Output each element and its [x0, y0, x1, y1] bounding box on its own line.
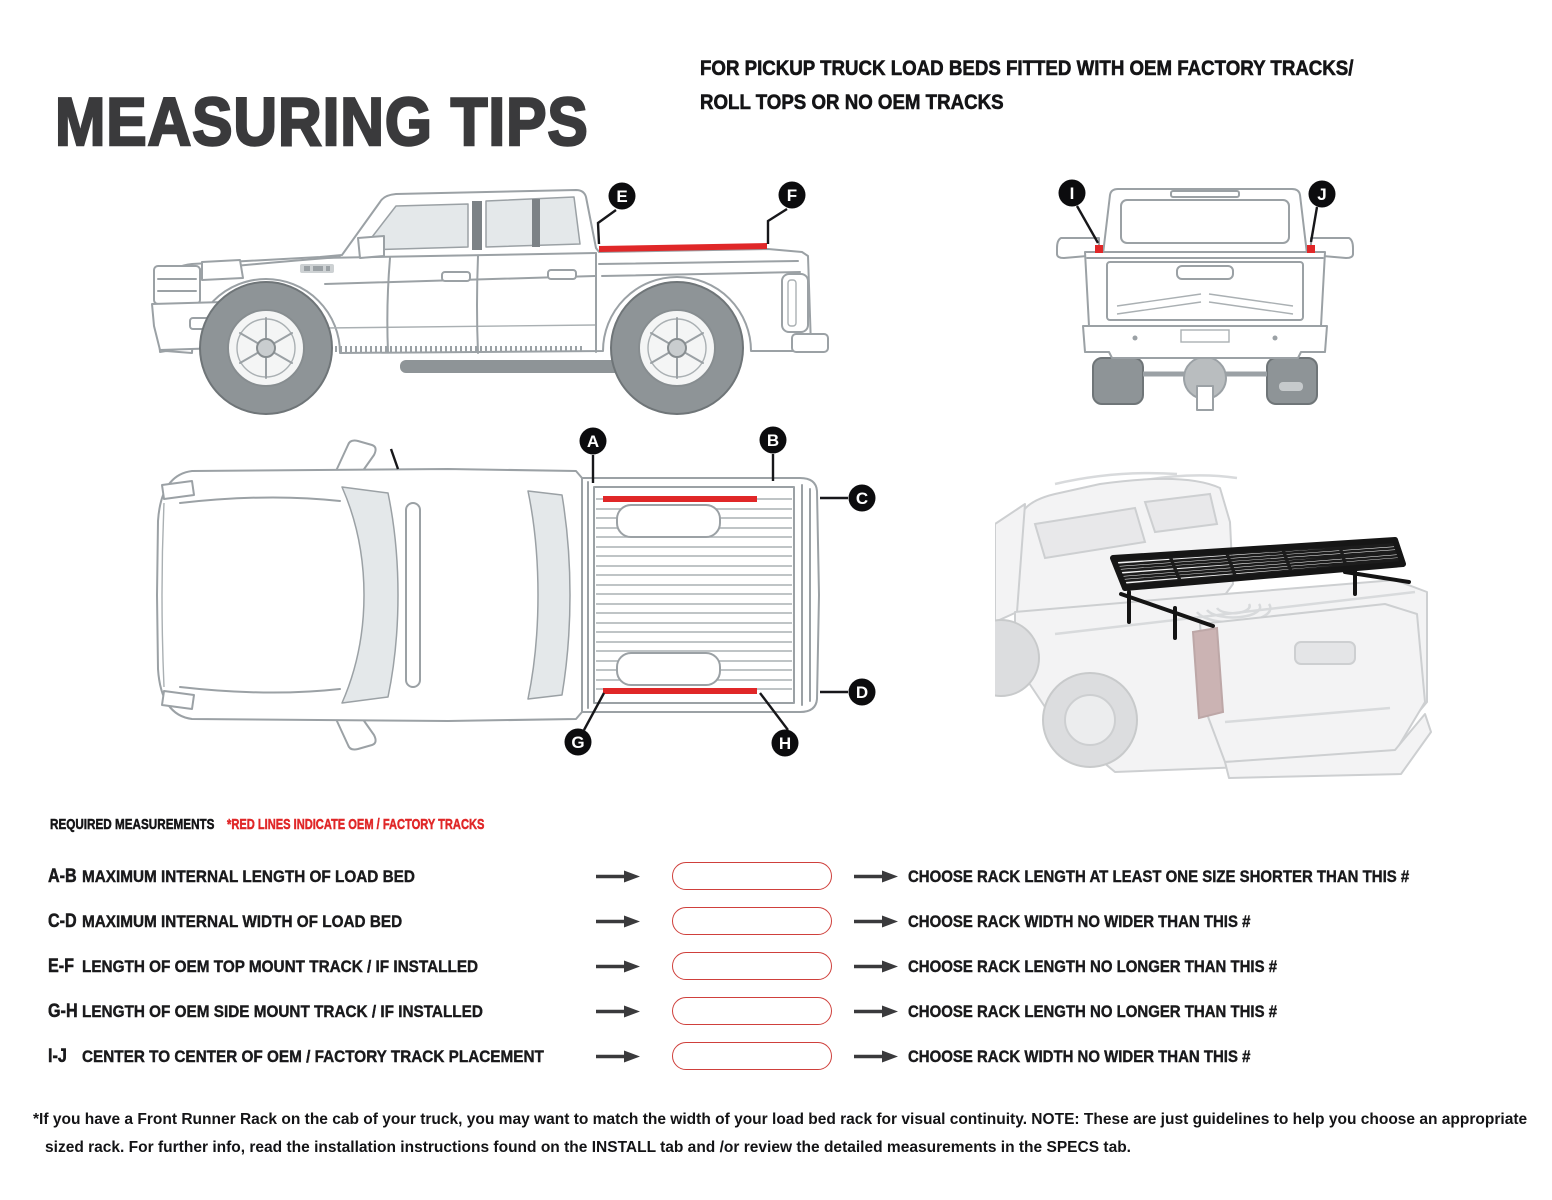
footnote-line-2: sized rack. For further info, read the installation instructions found on the INSTALL tab and /or review the detailed measurements in the SPECS tab. — [45, 1139, 1132, 1156]
marker-j-label: J — [1317, 185, 1327, 204]
marker-g-label: G — [571, 733, 585, 752]
marker-c — [820, 485, 876, 512]
row-code: A-B — [48, 866, 77, 887]
right-arrow-icon — [854, 869, 898, 884]
bed-track-red-line-bottom — [603, 688, 757, 694]
marker-h-label: H — [778, 734, 792, 753]
measurement-value-field[interactable] — [672, 907, 832, 935]
row-recommendation: CHOOSE RACK LENGTH AT LEAST ONE SIZE SHORTER THAN THIS # — [908, 867, 1410, 886]
page-title: MEASURING TIPS — [55, 83, 589, 160]
footnote-line-1: *If you have a Front Runner Rack on the cab of your truck, you may want to match the width of your load bed rack for visual continuity. NOTE: These are just guidelines to help you choose an appropriate — [33, 1111, 1528, 1128]
measurement-value-field[interactable] — [672, 1042, 832, 1070]
row-recommendation: CHOOSE RACK WIDTH NO WIDER THAN THIS # — [908, 912, 1251, 931]
taillight — [782, 274, 808, 332]
truck-rear-body — [1057, 189, 1353, 410]
rear-view-diagram — [1055, 178, 1355, 428]
row-description: CENTER TO CENTER OF OEM / FACTORY TRACK PLACEMENT — [82, 1047, 544, 1066]
track-center-mark-right — [1307, 245, 1315, 253]
page-subtitle — [700, 52, 1434, 120]
marker-d — [820, 679, 876, 706]
right-arrow-icon — [854, 1049, 898, 1064]
left-mirror-top — [336, 441, 376, 473]
row-code: G-H — [48, 1001, 78, 1022]
truck-top-body — [157, 441, 819, 750]
marker-b — [760, 427, 787, 482]
row-description: MAXIMUM INTERNAL WIDTH OF LOAD BED — [82, 912, 403, 931]
subtitle-line-2: ROLL TOPS OR NO OEM TRACKS — [700, 91, 1004, 114]
measurement-row-ab — [0, 862, 1552, 891]
section-heading: REQUIRED MEASUREMENTS — [50, 816, 215, 833]
row-recommendation: CHOOSE RACK WIDTH NO WIDER THAN THIS # — [908, 1047, 1251, 1066]
row-recommendation: CHOOSE RACK LENGTH NO LONGER THAN THIS # — [908, 1002, 1278, 1021]
marker-e — [598, 183, 636, 245]
ghost-taillight — [1193, 628, 1223, 718]
marker-c-label: C — [855, 489, 869, 508]
row-recommendation: CHOOSE RACK LENGTH NO LONGER THAN THIS # — [908, 957, 1278, 976]
right-arrow-icon — [596, 914, 640, 929]
marker-b-label: B — [766, 431, 780, 450]
measurement-row-cd — [0, 907, 1552, 936]
marker-i-label: I — [1069, 184, 1075, 203]
marker-a — [580, 428, 607, 484]
marker-f — [768, 182, 806, 245]
side-view-diagram — [150, 176, 840, 421]
marker-a-label: A — [586, 432, 600, 451]
row-code: E-F — [48, 956, 75, 977]
right-arrow-icon — [854, 959, 898, 974]
ghost-tailgate — [1200, 604, 1425, 762]
subtitle-line-1: FOR PICKUP TRUCK LOAD BEDS FITTED WITH OEM FACTORY TRACKS/ — [700, 57, 1354, 80]
bed-track-red-line-top — [603, 496, 757, 502]
product-view-image — [995, 462, 1465, 802]
right-mirror-top — [336, 718, 376, 750]
marker-e-label: E — [616, 187, 628, 206]
marker-d-label: D — [855, 683, 869, 702]
right-arrow-icon — [854, 1004, 898, 1019]
measurement-value-field[interactable] — [672, 952, 832, 980]
marker-j — [1309, 181, 1336, 243]
top-view-diagram — [148, 425, 900, 775]
side-mirror — [358, 236, 384, 258]
row-code: I-J — [48, 1046, 67, 1067]
row-description: LENGTH OF OEM SIDE MOUNT TRACK / IF INSTALLED — [82, 1002, 483, 1021]
measurement-row-ij — [0, 1042, 1552, 1071]
right-arrow-icon — [596, 869, 640, 884]
right-arrow-icon — [596, 959, 640, 974]
track-center-mark-left — [1095, 245, 1103, 253]
measurement-row-gh — [0, 997, 1552, 1026]
measurement-value-field[interactable] — [672, 997, 832, 1025]
row-description: MAXIMUM INTERNAL LENGTH OF LOAD BED — [82, 867, 415, 886]
rear-window — [1121, 200, 1289, 243]
right-arrow-icon — [596, 1004, 640, 1019]
footnote — [33, 1106, 1552, 1162]
marker-f-label: F — [786, 186, 798, 205]
right-arrow-icon — [596, 1049, 640, 1064]
marker-i — [1059, 180, 1099, 244]
right-arrow-icon — [854, 914, 898, 929]
measurement-row-ef — [0, 952, 1552, 981]
row-code: C-D — [48, 911, 77, 932]
measurement-value-field[interactable] — [672, 862, 832, 890]
red-lines-legend: *RED LINES INDICATE OEM / FACTORY TRACKS — [227, 816, 485, 833]
row-description: LENGTH OF OEM TOP MOUNT TRACK / IF INSTALLED — [82, 957, 479, 976]
